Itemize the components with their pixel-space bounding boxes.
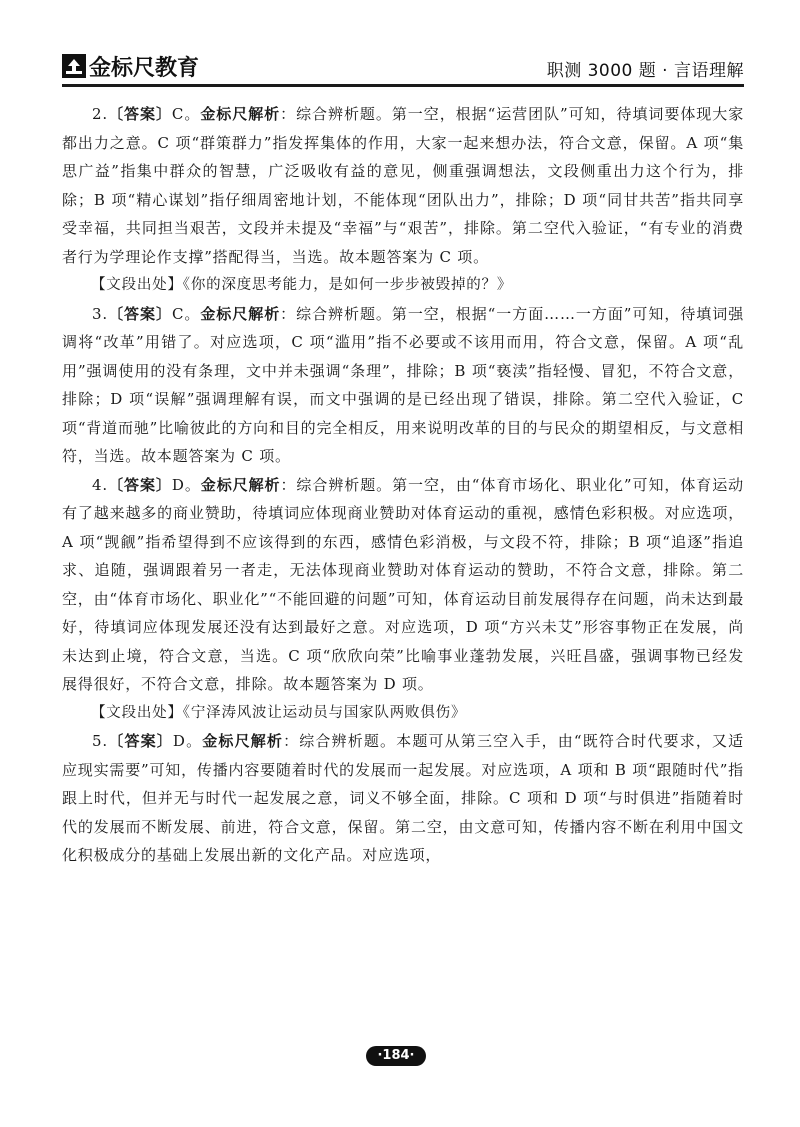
answer-paragraph-4: 4.〔答案〕D。金标尺解析：综合辨析题。第一空，由“体育市场化、职业化”可知，体育运动有了越来越多的商业赞助，待填词应体现商业赞助对体育运动的重视，感情色彩积极。对应选项，A 项“觊觎”指希望得到不应该得到的东西，感情色彩消极，与文段不符，排除；B 项“追逐”指追求、追随，强调跟着另一者走，无法体现商业赞助对体育运动的赞助，不符合文意，排除。第二空，由“体育市场化、职业化”“不能回避的问题”可知，体育运动目前发展得存在问题，尚未达到最好，待填词应体现发展还没有达到最好之意。对应选项，D 项“方兴未艾”形容事物正在发展，尚未达到止境，符合文意，当选。C 项“欣欣向荣”比喻事业蓬勃发展，兴旺昌盛，强调事物已经发展得很好，不符合文意，排除。故本题答案为 D 项。 [62,475,744,693]
logo-icon [62,54,86,78]
logo-text: 金标尺教育 [89,55,200,81]
publisher-logo [62,52,199,80]
answer-paragraph-2: 2.〔答案〕C。金标尺解析：综合辨析题。第一空，根据“运营团队”可知，待填词要体现大家都出力之意。C 项“群策群力”指发挥集体的作用，大家一起来想办法，符合文意，保留。A 项“集思广益”指集中群众的智慧，广泛吸收有益的意见，侧重强调想法，文段侧重出力这个行为，排除；B 项“精心谋划”指仔细周密地计划，不能体现“团队出力”，排除；D 项“同甘共苦”指共同享受幸福，共同担当艰苦，文段并未提及“幸福”与“艰苦”，排除。第二空代入验证，“有专业的消费者行为学理论作支撑”搭配得当，当选。故本题答案为 C 项。 [62,105,745,266]
source-paragraph-1: 【文段出处】《你的深度思考能力，是如何一步步被毁掉的？》 [91,277,513,293]
answer-paragraph-3: 3.〔答案〕C。金标尺解析：综合辨析题。第一空，根据“一方面……一方面”可知，待填词强调将“改革”用错了。对应选项，C 项“滥用”指不必要或不该用而用，符合文意，保留。A 项“乱用”强调使用的没有条理，文中并未强调“条理”，排除；B 项“亵渎”指轻慢、冒犯，不符合文意，排除；D 项“误解”强调理解有误，而文中强调的是已经出现了错误，排除。第二空代入验证，C 项“背道而驰”比喻彼此的方向和目的完全相反，用来说明改革的目的与民众的期望相反，与文意相符，当选。故本题答案为 C 项。 [62,304,745,465]
source-paragraph-2: 【文段出处】《宁泽涛风波让运动员与国家队两败俱伤》 [91,704,467,721]
answer-paragraph-5: 5.〔答案〕D。金标尺解析：综合辨析题。本题可从第三空入手，由“既符合时代要求，又适应现实需要”可知，传播内容要随着时代的发展而一起发展。对应选项，A 项和 B 项“跟随时代”指跟上时代，但并无与时代一起发展之意，词义不够全面，排除。C 项和 D 项“与时俱进”指随着时代的发展而不断发展、前进，符合文意，保留。第二空，由文意可知，传播内容不断在利用中国文化积极成分的基础上发展出新的文化产品。对应选项， [62,732,744,864]
page-content [62,100,744,870]
page-number: ·184· [366,1046,426,1066]
page-header [62,46,744,87]
book-title: 职测 3000 题 · 言语理解 [546,61,744,81]
